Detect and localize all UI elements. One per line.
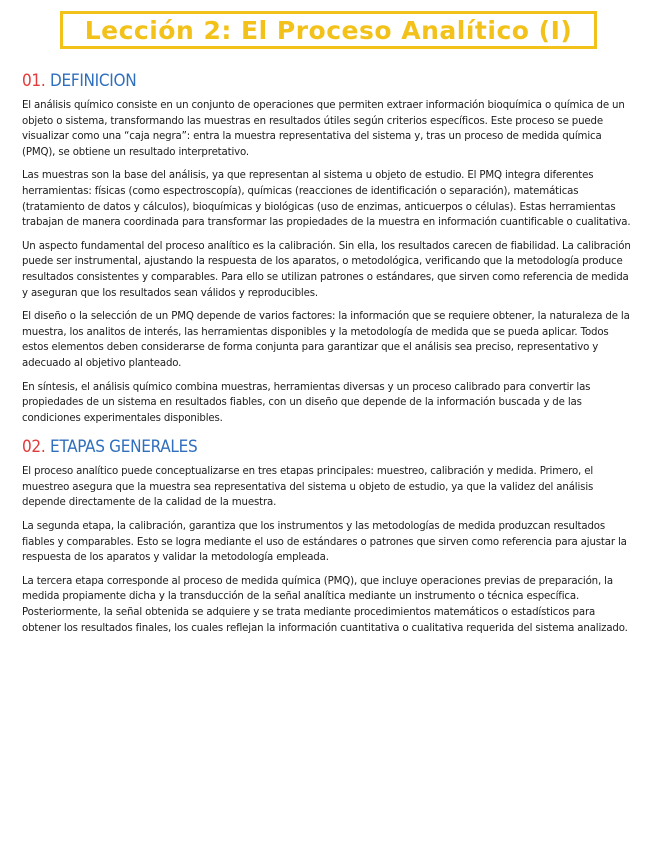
- paragraph: El diseño o la selección de un PMQ depende de varios factores: la información que se requiere obtener, la naturaleza de la muestra, los analitos de interés, las herramientas disponibles y la metodología de medida que se pueda aplicar. Todos estos elementos deben considerarse de forma conjunta para garantizar que el análisis sea preciso, representativo y adecuado al objetivo planteado.: [22, 311, 630, 369]
- title-banner: [60, 11, 597, 49]
- paragraph: En síntesis, el análisis químico combina muestras, herramientas diversas y un proceso calibrado para convertir las propiedades de un sistema en resultados fiables, con un diseño que depende de la información buscada y de las condiciones experimentales disponibles.: [22, 381, 591, 424]
- section-heading: [22, 70, 636, 92]
- paragraph: El análisis químico consiste en un conjunto de operaciones que permiten extraer información bioquímica o química de un objeto o sistema, transformando las muestras en resultados útiles según criterios específicos. Este proceso se puede visualizar como una “caja negra”: entra la muestra representativa del sistema y, tras un proceso de medida química (PMQ), se obtiene un resultado interpretativo.: [22, 100, 625, 158]
- section-title: DEFINICION: [49, 71, 137, 91]
- paragraph: Un aspecto fundamental del proceso analítico es la calibración. Sin ella, los resultados carecen de fiabilidad. La calibración puede ser instrumental, ajustando la respuesta de los aparatos, o metodológica, verificando que la metodología produce resultados consistentes y comparables. Para ello se utilizan patrones o estándares, que sirven como referencia de medida y aseguran que los resultados sean válidos y reproducibles.: [22, 240, 631, 299]
- section-number: 02.: [22, 437, 46, 458]
- page-title: Lección 2: El Proceso Analítico (I): [84, 15, 573, 45]
- section-title: ETAPAS GENERALES: [49, 437, 198, 458]
- paragraph: La segunda etapa, la calibración, garantiza que los instrumentos y las metodologías de medida produzcan resultados fiables y comparables. Esto se logra mediante el uso de estándares o patrones que sirven como referencia para ajustar la respuesta de los aparatos y validar la metodología empleada.: [22, 521, 627, 564]
- paragraph: Las muestras son la base del análisis, ya que representan al sistema u objeto de estudio. El PMQ integra diferentes herramientas: físicas (como espectroscopía), químicas (reacciones de identificación o separación), matemáticas (tratamiento de datos y cálculos), bioquímicas y biológicas (uso de enzimas, anticuerpos o células). Estas herramientas trabajan de manera coordinada para transformar las propiedades de la muestra en información cuantificable o cualitativa.: [22, 170, 631, 229]
- section-number: 01.: [22, 71, 46, 91]
- paragraph: El proceso analítico puede conceptualizarse en tres etapas principales: muestreo, calibración y medida. Primero, el muestreo asegura que la muestra sea representativa del sistema u objeto de estudio, ya que la validez del análisis depende directamente de la calidad de la muestra.: [22, 466, 594, 509]
- section-etapas-generales: [22, 436, 636, 636]
- document-body: [22, 70, 636, 644]
- paragraph: La tercera etapa corresponde al proceso de medida química (PMQ), que incluye operaciones previas de preparación, la medida propiamente dicha y la transducción de la señal analítica mediante un instrumento o técnica específica. Posteriormente, la señal obtenida se adquiere y se trata mediante procedimientos matemáticos o estadísticos para obtener los resultados finales, los cuales reflejan la información cuantitativa o cualitativa requerida del sistema analizado.: [22, 575, 628, 634]
- section-heading: [22, 436, 636, 458]
- section-definicion: [22, 70, 636, 426]
